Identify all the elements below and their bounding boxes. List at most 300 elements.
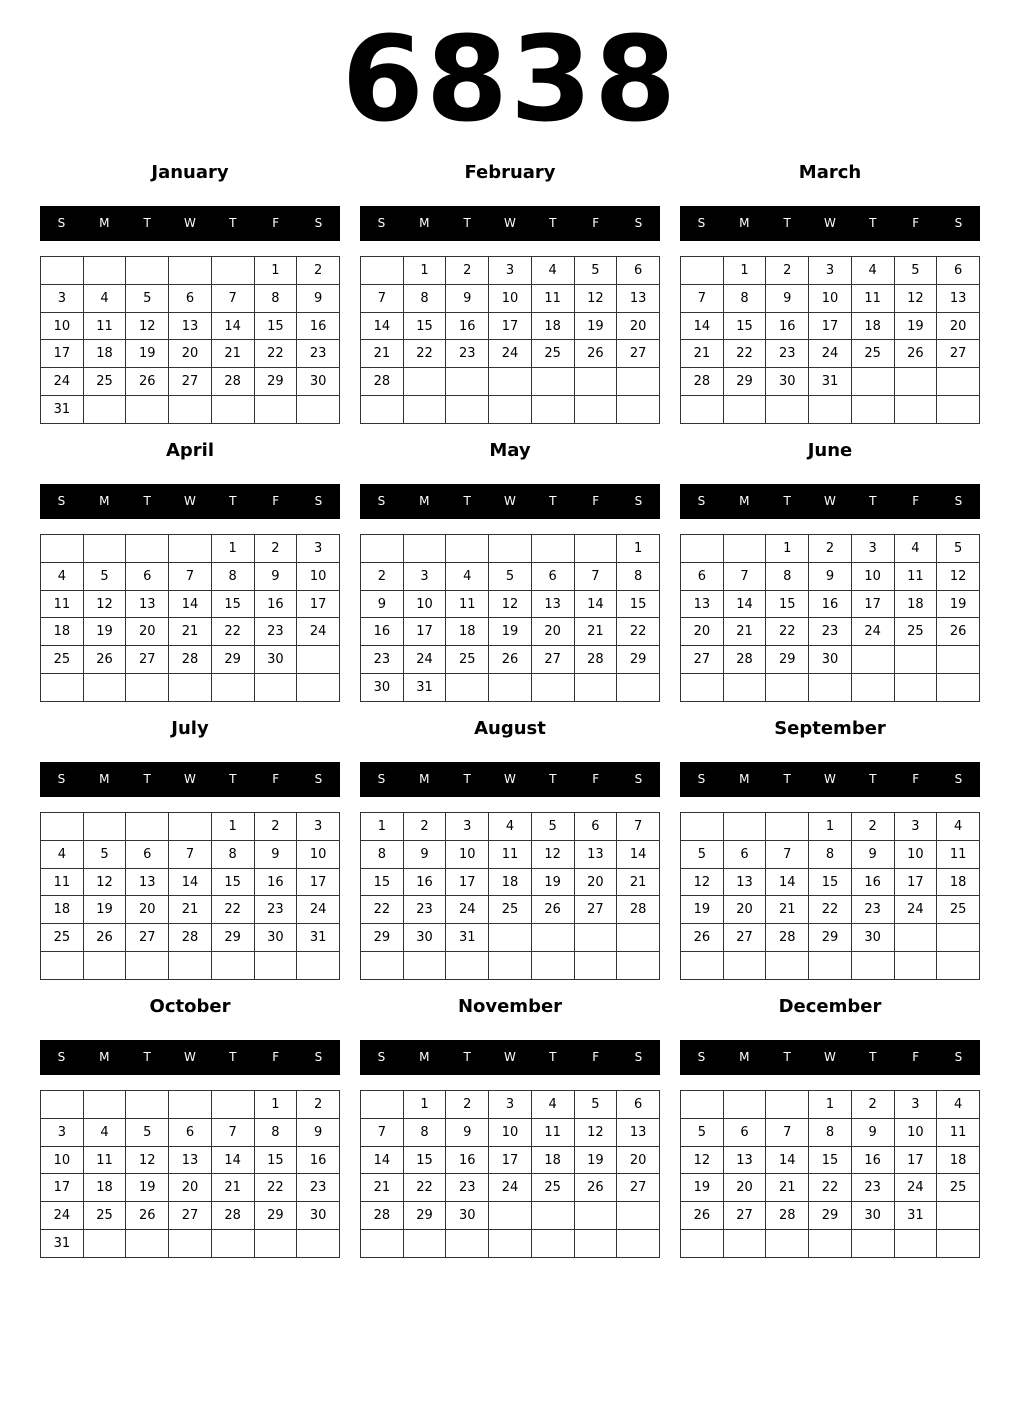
day-cell (297, 396, 340, 424)
day-cell: 26 (574, 1174, 617, 1202)
day-cell: 15 (403, 1146, 446, 1174)
week-row (681, 312, 980, 340)
day-cell: 3 (297, 813, 340, 841)
day-grid (40, 1090, 340, 1258)
day-cell (361, 257, 404, 285)
day-cell: 31 (446, 924, 489, 952)
day-cell: 9 (361, 590, 404, 618)
day-cell (766, 1091, 809, 1119)
week-row (41, 1091, 340, 1119)
day-cell: 9 (297, 1118, 340, 1146)
day-cell (894, 674, 937, 702)
week-row (41, 312, 340, 340)
day-cell: 11 (41, 868, 84, 896)
day-grid (40, 812, 340, 980)
day-cell: 11 (531, 284, 574, 312)
weekday-label: M (99, 494, 110, 508)
day-cell: 23 (851, 896, 894, 924)
day-cell: 2 (254, 813, 297, 841)
day-cell: 7 (681, 284, 724, 312)
month-title: July (171, 718, 209, 739)
week-row (41, 1174, 340, 1202)
day-cell: 7 (169, 562, 212, 590)
month-title: December (778, 996, 882, 1017)
day-cell: 25 (83, 1202, 126, 1230)
day-cell: 2 (297, 1091, 340, 1119)
day-cell: 5 (681, 1118, 724, 1146)
week-row (361, 674, 660, 702)
day-cell: 12 (83, 590, 126, 618)
day-cell: 26 (126, 368, 169, 396)
day-cell: 8 (403, 1118, 446, 1146)
day-cell: 29 (766, 646, 809, 674)
weekday-label: M (419, 216, 430, 230)
day-cell: 28 (766, 1202, 809, 1230)
weekday-label: S (57, 216, 66, 230)
weekday-label: T (143, 494, 151, 508)
day-cell: 20 (126, 896, 169, 924)
weekday-label: T (463, 772, 471, 786)
week-row (41, 896, 340, 924)
day-cell (446, 368, 489, 396)
day-cell: 4 (446, 562, 489, 590)
day-cell: 4 (531, 257, 574, 285)
day-cell: 17 (809, 312, 852, 340)
day-cell (489, 1230, 532, 1258)
day-cell: 28 (361, 368, 404, 396)
day-cell: 13 (937, 284, 980, 312)
day-cell: 28 (723, 646, 766, 674)
day-cell: 14 (361, 1146, 404, 1174)
day-cell: 14 (574, 590, 617, 618)
day-cell: 10 (489, 284, 532, 312)
weekday-label: S (377, 772, 386, 786)
day-cell: 20 (169, 340, 212, 368)
weekday-label: W (504, 772, 516, 786)
weekday-label: F (272, 216, 280, 230)
week-row (681, 1174, 980, 1202)
day-cell: 18 (41, 896, 84, 924)
day-cell: 14 (211, 1146, 254, 1174)
day-cell (83, 535, 126, 563)
weekday-label: M (739, 216, 750, 230)
weekday-label: T (229, 1050, 237, 1064)
day-cell: 26 (489, 646, 532, 674)
day-cell (446, 674, 489, 702)
day-cell: 3 (894, 813, 937, 841)
day-cell: 15 (403, 312, 446, 340)
day-cell (851, 646, 894, 674)
week-row (41, 368, 340, 396)
week-row (41, 396, 340, 424)
day-cell (574, 368, 617, 396)
day-cell (489, 535, 532, 563)
day-cell: 14 (361, 312, 404, 340)
weekday-label: T (549, 772, 557, 786)
day-cell: 11 (937, 1118, 980, 1146)
day-cell: 4 (531, 1091, 574, 1119)
day-cell: 4 (489, 813, 532, 841)
day-cell: 1 (766, 535, 809, 563)
weekday-label: W (824, 772, 836, 786)
day-cell: 10 (41, 1146, 84, 1174)
day-cell (851, 368, 894, 396)
day-cell: 4 (83, 1118, 126, 1146)
week-row (681, 924, 980, 952)
weekday-header (40, 206, 340, 241)
day-cell: 22 (809, 1174, 852, 1202)
day-cell: 6 (723, 840, 766, 868)
day-cell: 23 (809, 618, 852, 646)
week-row (41, 535, 340, 563)
weekday-header (40, 1040, 340, 1075)
month-title: April (165, 440, 215, 461)
day-cell: 19 (574, 312, 617, 340)
day-cell: 30 (851, 924, 894, 952)
day-grid (680, 256, 980, 424)
day-cell: 25 (489, 896, 532, 924)
month-title: March (798, 162, 862, 183)
day-cell: 18 (446, 618, 489, 646)
day-cell: 24 (446, 896, 489, 924)
day-cell: 12 (126, 1146, 169, 1174)
day-cell (361, 1230, 404, 1258)
day-cell: 15 (809, 868, 852, 896)
weekday-header (360, 206, 660, 241)
week-row (681, 1146, 980, 1174)
week-row (41, 868, 340, 896)
day-cell: 24 (41, 368, 84, 396)
day-cell: 30 (809, 646, 852, 674)
day-cell (126, 1230, 169, 1258)
day-cell: 7 (766, 1118, 809, 1146)
day-cell: 15 (361, 868, 404, 896)
day-cell: 28 (211, 368, 254, 396)
day-cell (574, 396, 617, 424)
weekday-label: W (184, 1050, 196, 1064)
day-cell: 5 (489, 562, 532, 590)
day-cell: 16 (403, 868, 446, 896)
day-cell: 30 (766, 368, 809, 396)
day-cell: 11 (489, 840, 532, 868)
day-cell: 19 (126, 340, 169, 368)
day-cell: 8 (254, 1118, 297, 1146)
day-cell (361, 396, 404, 424)
day-cell: 14 (681, 312, 724, 340)
day-cell: 20 (574, 868, 617, 896)
day-cell: 20 (617, 312, 660, 340)
day-cell (681, 952, 724, 980)
day-cell: 25 (446, 646, 489, 674)
weekday-header (40, 762, 340, 797)
day-cell: 4 (851, 257, 894, 285)
weekday-label: M (99, 1050, 110, 1064)
week-row (681, 952, 980, 980)
week-row (681, 646, 980, 674)
day-cell (297, 1230, 340, 1258)
day-cell: 2 (851, 1091, 894, 1119)
day-cell: 1 (617, 535, 660, 563)
weekday-label: W (184, 494, 196, 508)
weekday-label: S (954, 1050, 963, 1064)
day-cell: 26 (574, 340, 617, 368)
week-row (681, 284, 980, 312)
weekday-label: F (592, 494, 600, 508)
day-cell: 14 (766, 868, 809, 896)
weekday-label: W (824, 216, 836, 230)
day-cell: 14 (723, 590, 766, 618)
day-cell (403, 535, 446, 563)
day-cell: 22 (809, 896, 852, 924)
day-cell: 1 (211, 813, 254, 841)
weekday-label: S (377, 216, 386, 230)
week-row (41, 284, 340, 312)
day-cell: 17 (851, 590, 894, 618)
week-row (361, 535, 660, 563)
day-cell (766, 396, 809, 424)
week-row (681, 590, 980, 618)
day-cell: 7 (617, 813, 660, 841)
day-cell (766, 813, 809, 841)
day-cell (403, 1230, 446, 1258)
day-cell: 22 (254, 340, 297, 368)
weekday-label: T (783, 1050, 791, 1064)
day-cell (254, 396, 297, 424)
weekday-label: S (377, 494, 386, 508)
day-cell (894, 396, 937, 424)
day-cell: 18 (41, 618, 84, 646)
day-cell: 9 (766, 284, 809, 312)
day-cell: 5 (574, 1091, 617, 1119)
day-cell: 27 (574, 896, 617, 924)
week-row (361, 840, 660, 868)
day-cell: 27 (937, 340, 980, 368)
day-cell: 26 (894, 340, 937, 368)
day-cell: 9 (851, 840, 894, 868)
day-cell: 13 (169, 312, 212, 340)
day-cell: 20 (723, 896, 766, 924)
day-cell (617, 1202, 660, 1230)
day-cell: 9 (809, 562, 852, 590)
day-cell (574, 1202, 617, 1230)
day-cell: 27 (723, 1202, 766, 1230)
day-cell: 4 (83, 284, 126, 312)
day-cell (617, 396, 660, 424)
day-cell (894, 952, 937, 980)
day-cell: 26 (83, 646, 126, 674)
day-cell (254, 952, 297, 980)
day-cell: 12 (574, 1118, 617, 1146)
day-cell: 18 (531, 312, 574, 340)
day-cell (126, 674, 169, 702)
day-cell: 23 (851, 1174, 894, 1202)
weekday-label: M (739, 772, 750, 786)
day-cell (681, 1230, 724, 1258)
week-row (361, 368, 660, 396)
day-cell: 25 (531, 1174, 574, 1202)
day-cell (574, 924, 617, 952)
day-cell: 18 (851, 312, 894, 340)
day-cell: 8 (254, 284, 297, 312)
weekday-label: F (592, 772, 600, 786)
weekday-label: M (419, 1050, 430, 1064)
day-cell: 25 (937, 896, 980, 924)
day-cell: 23 (297, 1174, 340, 1202)
day-cell (446, 1230, 489, 1258)
day-cell (766, 674, 809, 702)
weekday-label: M (739, 494, 750, 508)
day-cell: 25 (83, 368, 126, 396)
weekday-label: S (697, 494, 706, 508)
day-cell: 2 (297, 257, 340, 285)
day-cell: 3 (297, 535, 340, 563)
day-cell: 12 (489, 590, 532, 618)
day-cell (937, 674, 980, 702)
day-cell: 8 (723, 284, 766, 312)
day-cell: 21 (361, 1174, 404, 1202)
day-cell: 19 (681, 1174, 724, 1202)
day-cell: 6 (723, 1118, 766, 1146)
day-cell (83, 1230, 126, 1258)
day-cell: 21 (574, 618, 617, 646)
day-cell (126, 257, 169, 285)
weekday-label: W (184, 772, 196, 786)
day-cell: 20 (723, 1174, 766, 1202)
day-cell: 1 (809, 1091, 852, 1119)
day-cell: 18 (531, 1146, 574, 1174)
day-cell: 4 (894, 535, 937, 563)
day-cell: 19 (894, 312, 937, 340)
day-cell (169, 674, 212, 702)
day-cell: 29 (211, 646, 254, 674)
day-grid (40, 534, 340, 702)
day-cell: 8 (361, 840, 404, 868)
day-cell: 20 (169, 1174, 212, 1202)
day-cell: 7 (574, 562, 617, 590)
day-cell (894, 368, 937, 396)
day-cell: 5 (681, 840, 724, 868)
day-cell: 16 (297, 1146, 340, 1174)
week-row (41, 924, 340, 952)
day-cell (894, 1230, 937, 1258)
day-cell: 16 (254, 590, 297, 618)
day-cell: 21 (681, 340, 724, 368)
day-cell: 1 (361, 813, 404, 841)
day-cell (531, 396, 574, 424)
weekday-label: T (549, 1050, 557, 1064)
week-row (681, 1118, 980, 1146)
week-row (361, 1146, 660, 1174)
week-row (361, 396, 660, 424)
day-cell (681, 257, 724, 285)
day-cell (361, 1091, 404, 1119)
day-cell: 27 (617, 1174, 660, 1202)
day-cell: 28 (211, 1202, 254, 1230)
day-cell: 5 (83, 562, 126, 590)
day-cell: 19 (83, 896, 126, 924)
day-cell: 17 (41, 340, 84, 368)
day-cell: 21 (361, 340, 404, 368)
day-cell: 3 (41, 284, 84, 312)
day-cell (297, 952, 340, 980)
day-cell: 25 (531, 340, 574, 368)
day-cell: 12 (531, 840, 574, 868)
week-row (361, 1230, 660, 1258)
day-cell: 18 (937, 868, 980, 896)
week-row (681, 618, 980, 646)
day-cell (937, 396, 980, 424)
day-cell: 17 (894, 1146, 937, 1174)
day-cell: 6 (169, 284, 212, 312)
day-cell (766, 952, 809, 980)
day-cell: 30 (446, 1202, 489, 1230)
day-cell: 29 (254, 368, 297, 396)
day-cell: 23 (403, 896, 446, 924)
week-row (361, 562, 660, 590)
weekday-label: W (184, 216, 196, 230)
day-cell: 7 (361, 284, 404, 312)
day-cell: 6 (617, 257, 660, 285)
day-grid (680, 1090, 980, 1258)
month-title: October (149, 996, 231, 1017)
week-row (681, 674, 980, 702)
day-cell: 24 (851, 618, 894, 646)
day-cell: 31 (41, 1230, 84, 1258)
day-cell: 13 (617, 284, 660, 312)
day-cell (894, 646, 937, 674)
day-cell: 1 (254, 257, 297, 285)
week-row (41, 618, 340, 646)
day-cell: 3 (894, 1091, 937, 1119)
week-row (361, 1118, 660, 1146)
day-cell (83, 257, 126, 285)
day-cell: 10 (297, 840, 340, 868)
day-cell: 24 (297, 618, 340, 646)
day-cell: 24 (41, 1202, 84, 1230)
day-cell: 25 (41, 646, 84, 674)
day-cell: 4 (937, 1091, 980, 1119)
day-cell: 19 (83, 618, 126, 646)
day-cell: 12 (83, 868, 126, 896)
day-cell: 29 (809, 1202, 852, 1230)
weekday-label: S (634, 494, 643, 508)
day-cell: 9 (446, 284, 489, 312)
day-cell: 6 (617, 1091, 660, 1119)
day-cell: 5 (937, 535, 980, 563)
day-cell: 18 (83, 1174, 126, 1202)
day-cell: 14 (211, 312, 254, 340)
weekday-label: M (99, 216, 110, 230)
day-cell (894, 924, 937, 952)
day-cell: 28 (766, 924, 809, 952)
weekday-label: T (229, 772, 237, 786)
day-cell: 28 (617, 896, 660, 924)
week-row (361, 618, 660, 646)
day-cell: 29 (254, 1202, 297, 1230)
day-cell: 12 (681, 1146, 724, 1174)
weekday-label: W (504, 494, 516, 508)
day-cell: 19 (531, 868, 574, 896)
day-cell: 26 (531, 896, 574, 924)
day-cell: 17 (489, 312, 532, 340)
day-cell: 27 (681, 646, 724, 674)
weekday-label: F (912, 494, 920, 508)
day-cell: 12 (681, 868, 724, 896)
day-cell: 3 (41, 1118, 84, 1146)
weekday-label: W (824, 494, 836, 508)
weekday-label: F (592, 216, 600, 230)
day-cell: 16 (446, 1146, 489, 1174)
